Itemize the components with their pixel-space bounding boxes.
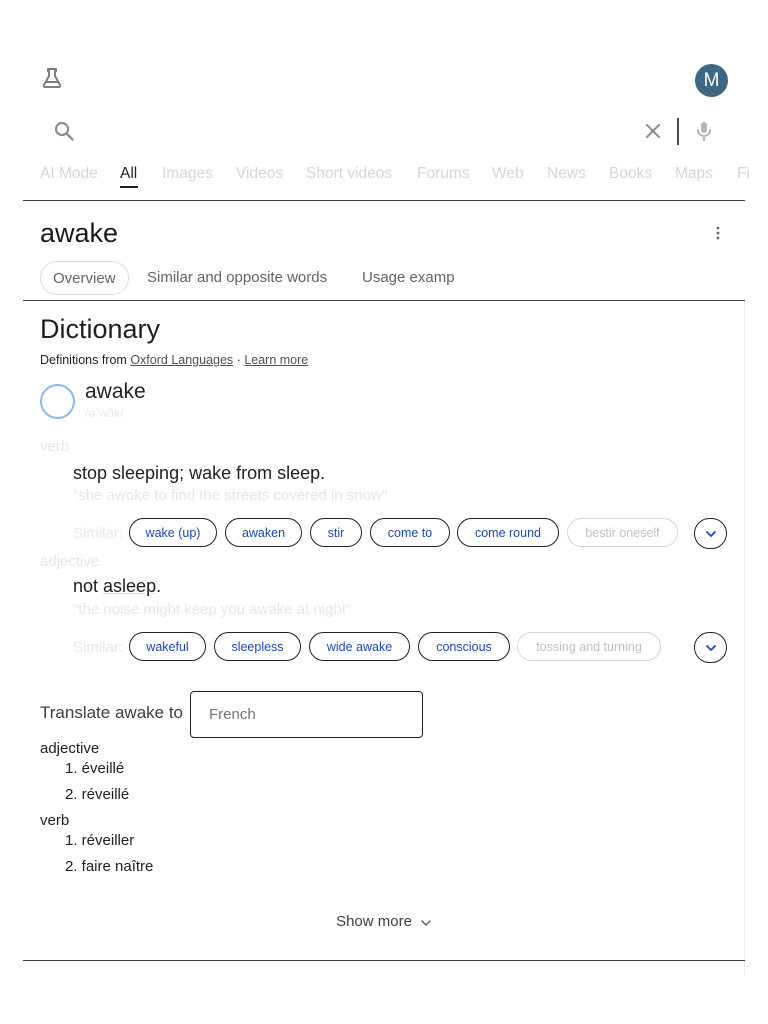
oxford-languages-link[interactable]: Oxford Languages <box>130 353 234 367</box>
tab-books[interactable]: Books <box>609 165 653 182</box>
synonym-chip[interactable]: bestir oneself <box>567 518 678 547</box>
synonym-chip[interactable]: wide awake <box>309 632 410 661</box>
chevron-down-icon <box>704 643 718 653</box>
search-icon[interactable] <box>53 120 75 142</box>
translate-label: Translate awake to <box>40 703 183 722</box>
translation-pos: adjective <box>40 740 100 757</box>
card-bottom-divider <box>23 960 745 961</box>
translation-item: 2. faire naître <box>65 858 154 875</box>
expand-synonyms-button[interactable] <box>694 518 727 549</box>
labs-icon[interactable] <box>40 66 64 90</box>
microphone-icon[interactable] <box>693 120 715 142</box>
pronunciation-speaker-icon[interactable] <box>40 384 75 419</box>
dictionary-heading: Dictionary <box>40 314 161 344</box>
chevron-down-icon <box>704 529 718 539</box>
tab-finance[interactable]: Fi <box>737 165 750 182</box>
learn-more-link[interactable]: Learn more <box>244 353 309 367</box>
usage-example: "the noise might keep you awake at night" <box>73 601 352 618</box>
usage-example: "she awoke to find the streets covered in snow" <box>73 487 388 504</box>
definition: stop sleeping; wake from sleep. <box>73 463 326 483</box>
more-options-icon[interactable] <box>710 224 726 242</box>
subtab-usage-examples[interactable]: Usage examp <box>362 269 455 286</box>
expand-synonyms-button[interactable] <box>694 632 727 663</box>
definitions-source <box>40 353 308 367</box>
result-subtabs <box>40 261 455 295</box>
synonym-chip[interactable]: conscious <box>418 632 510 661</box>
synonym-chip[interactable]: come to <box>370 518 450 547</box>
synonym-chip[interactable]: sleepless <box>214 632 301 661</box>
translation-item: 1. éveillé <box>65 760 125 777</box>
search-divider <box>677 118 679 145</box>
subtabs-divider <box>23 300 745 301</box>
tab-all[interactable]: All <box>120 165 138 182</box>
asleep-link[interactable]: asleep <box>103 576 157 596</box>
similar-label: Similar: <box>73 639 124 656</box>
tab-news[interactable]: News <box>547 165 586 182</box>
tab-forums[interactable]: Forums <box>417 165 470 182</box>
synonym-chip[interactable]: tossing and turning <box>517 632 661 661</box>
translation-item: 2. réveillé <box>65 786 130 803</box>
show-more-button[interactable] <box>0 913 768 931</box>
part-of-speech-adjective: adjective <box>40 553 100 570</box>
tab-short-videos[interactable]: Short videos <box>306 165 393 182</box>
active-tab-indicator <box>120 186 138 188</box>
chevron-down-icon <box>420 914 432 931</box>
synonym-chip[interactable]: awaken <box>225 518 302 547</box>
similar-label: Similar: <box>73 525 124 542</box>
translation-item: 1. réveiller <box>65 832 135 849</box>
synonym-chip[interactable]: wakeful <box>129 632 206 661</box>
tab-videos[interactable]: Videos <box>236 165 284 182</box>
result-title: awake <box>40 218 119 248</box>
definition-text: not <box>73 576 104 596</box>
subtab-similar-opposite[interactable]: Similar and opposite words <box>147 269 328 286</box>
tab-ai-mode[interactable]: AI Mode <box>40 165 98 182</box>
header-divider <box>23 200 745 201</box>
synonym-chip[interactable]: wake (up) <box>129 518 217 547</box>
tab-images[interactable]: Images <box>162 165 213 182</box>
part-of-speech-verb: verb <box>40 438 70 455</box>
account-avatar[interactable]: M <box>695 64 728 97</box>
source-prefix: Definitions from <box>40 353 127 367</box>
synonym-chip[interactable]: stir <box>310 518 362 547</box>
tab-maps[interactable]: Maps <box>675 165 713 182</box>
translate-language-select[interactable]: French <box>190 691 423 738</box>
source-separator: · <box>236 353 241 367</box>
synonym-chip[interactable]: come round <box>457 518 559 547</box>
definition <box>73 576 161 597</box>
definition-period: . <box>156 576 162 596</box>
phonetic-spelling: /əˈwāk/ <box>85 406 124 420</box>
clear-search-icon[interactable] <box>642 120 664 142</box>
headword: awake <box>85 380 146 403</box>
subtab-overview[interactable]: Overview <box>40 261 129 295</box>
tab-web[interactable]: Web <box>492 165 524 182</box>
card-border <box>744 300 745 975</box>
translation-pos: verb <box>40 812 70 829</box>
show-more-label: Show more <box>336 913 412 930</box>
